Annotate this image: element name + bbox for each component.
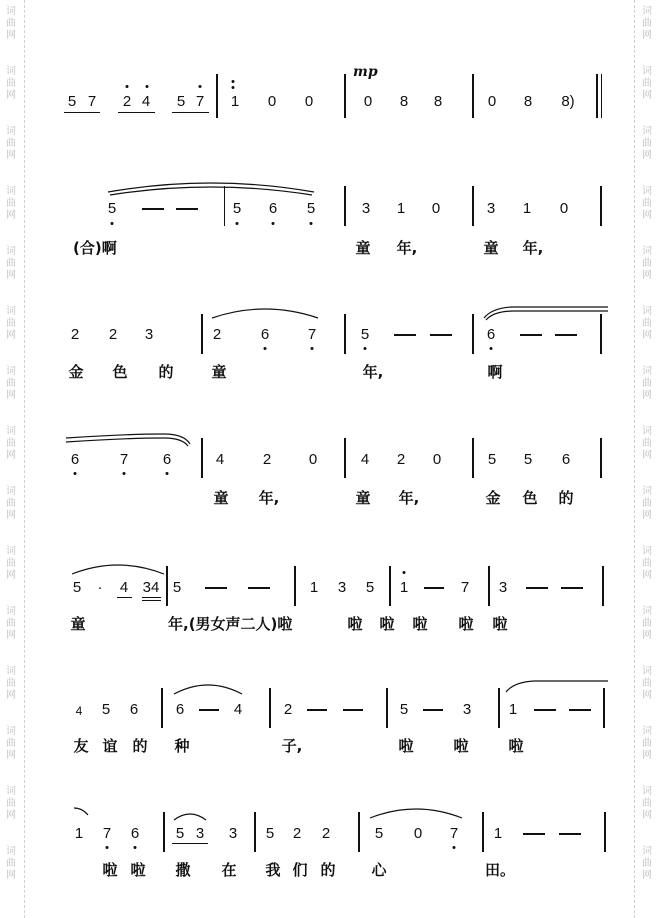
- note: 4: [141, 93, 151, 110]
- dash: [526, 587, 548, 589]
- note: 7: [102, 825, 112, 842]
- octave-dot-low: [453, 846, 456, 849]
- note: 5: [176, 93, 186, 110]
- note: 2: [122, 93, 132, 110]
- note: 5: [265, 825, 275, 842]
- barline: [472, 438, 474, 478]
- watermark-text: 词曲网: [6, 486, 16, 521]
- dash: [248, 587, 270, 589]
- watermark-text: 词曲网: [6, 6, 16, 41]
- lyric: 年,: [398, 489, 420, 507]
- lyric: (合)啊: [73, 239, 117, 257]
- note: 7: [195, 93, 205, 110]
- slur: [172, 680, 244, 696]
- note: 6: [561, 451, 571, 468]
- lyric: 金: [485, 489, 501, 507]
- watermark-text: 词曲网: [642, 846, 652, 881]
- octave-dot-low: [236, 222, 239, 225]
- note: 7: [460, 579, 470, 596]
- note: 1: [230, 93, 240, 110]
- watermark-text: 词曲网: [642, 666, 652, 701]
- barline: [600, 438, 602, 478]
- octave-dot-low: [74, 472, 77, 475]
- lyric: 们: [292, 861, 308, 879]
- note: 2: [292, 825, 302, 842]
- lyric: 啦: [379, 615, 395, 633]
- note: 5: [360, 326, 370, 343]
- watermark-text: 词曲网: [642, 546, 652, 581]
- octave-dot: [126, 85, 129, 88]
- note: 7: [119, 451, 129, 468]
- octave-dot-low: [106, 846, 109, 849]
- watermark-text: 词曲网: [642, 366, 652, 401]
- barline: [482, 812, 484, 852]
- watermark-text: 词曲网: [6, 846, 16, 881]
- note: 6: [486, 326, 496, 343]
- octave-dot-low: [111, 222, 114, 225]
- dash: [176, 208, 198, 210]
- note: 6: [70, 451, 80, 468]
- note: 3: [462, 701, 472, 718]
- note: 3: [228, 825, 238, 842]
- barline: [600, 314, 602, 354]
- lyric: 心: [371, 861, 387, 879]
- lyric: 撒: [175, 861, 191, 879]
- page-edge-right: [634, 0, 635, 918]
- barline: [163, 812, 165, 852]
- watermark-text: 词曲网: [642, 186, 652, 221]
- note: 0: [431, 200, 441, 217]
- dash: [523, 833, 545, 835]
- barline: [596, 74, 598, 118]
- lyric: 啦: [130, 861, 146, 879]
- barline: [386, 688, 388, 728]
- note: 1: [74, 825, 84, 842]
- lyric: 啊: [487, 363, 503, 381]
- slur: [64, 432, 192, 448]
- dynamic-marking: mp: [353, 64, 378, 80]
- lyric: 种: [174, 737, 190, 755]
- lyric: 色: [112, 363, 128, 381]
- watermark-text: 词曲网: [642, 726, 652, 761]
- lyric: 啦: [412, 615, 428, 633]
- watermark-text: 词曲网: [6, 126, 16, 161]
- dash: [561, 587, 583, 589]
- lyric: 啦: [347, 615, 363, 633]
- watermark-text: 词曲网: [6, 246, 16, 281]
- note: 1: [309, 579, 319, 596]
- octave-dot-low: [310, 222, 313, 225]
- lyric: 的: [132, 737, 148, 755]
- watermark-text: 词曲网: [6, 366, 16, 401]
- watermark-text: 词曲网: [6, 426, 16, 461]
- barline: [216, 74, 218, 118]
- dash: [307, 709, 327, 711]
- barline: [604, 812, 606, 852]
- note: 1: [493, 825, 503, 842]
- note: 0: [363, 93, 373, 110]
- slur: [368, 804, 464, 820]
- lyric: 年,: [362, 363, 384, 381]
- note: 2: [70, 326, 80, 343]
- lyric: 的: [158, 363, 174, 381]
- lyric: 童: [483, 239, 499, 257]
- octave-dot-low: [264, 347, 267, 350]
- barline: [498, 688, 500, 728]
- lyric: 啦: [458, 615, 474, 633]
- note: 6: [260, 326, 270, 343]
- barline: [472, 314, 474, 354]
- note: 8: [433, 93, 443, 110]
- lyric: 童: [355, 489, 371, 507]
- watermark-text: 词曲网: [642, 246, 652, 281]
- barline: [344, 438, 346, 478]
- barline: [161, 688, 163, 728]
- octave-dot-low: [490, 347, 493, 350]
- note: 5: [399, 701, 409, 718]
- note: 3: [144, 326, 154, 343]
- slur: [210, 304, 320, 320]
- note: 8: [399, 93, 409, 110]
- lyric: 啦: [453, 737, 469, 755]
- lyric: 啦: [398, 737, 414, 755]
- slur: [504, 678, 610, 694]
- lyric: 年,: [522, 239, 544, 257]
- barline: [601, 74, 602, 118]
- note: 4: [75, 704, 83, 718]
- dash: [534, 709, 556, 711]
- dash: [343, 709, 363, 711]
- lyric: 年,: [396, 239, 418, 257]
- dash: [555, 334, 577, 336]
- note: 3: [498, 579, 508, 596]
- watermark-text: 词曲网: [6, 546, 16, 581]
- octave-dot-low: [364, 347, 367, 350]
- slur: [106, 178, 316, 196]
- watermark-text: 词曲网: [6, 186, 16, 221]
- beam-underline: [118, 112, 155, 113]
- note: 1: [399, 579, 409, 596]
- note: 0: [413, 825, 423, 842]
- watermark-text: 词曲网: [6, 666, 16, 701]
- dash: [430, 334, 452, 336]
- watermark-text: 词曲网: [642, 426, 652, 461]
- lyric: 童: [355, 239, 371, 257]
- barline: [344, 186, 346, 226]
- barline: [602, 566, 604, 606]
- lyric: 的: [320, 861, 336, 879]
- note: 2: [108, 326, 118, 343]
- note: 7: [307, 326, 317, 343]
- dash: [205, 587, 227, 589]
- note: 0: [267, 93, 277, 110]
- watermark-text: 词曲网: [642, 306, 652, 341]
- barline: [389, 566, 391, 606]
- repeat-dot: [232, 80, 235, 83]
- barline: [294, 566, 296, 606]
- dash: [394, 334, 416, 336]
- note: 5: [101, 701, 111, 718]
- note: 2: [396, 451, 406, 468]
- note: 34: [142, 579, 160, 596]
- note: 6: [175, 701, 185, 718]
- octave-dot-low: [272, 222, 275, 225]
- slur: [172, 810, 208, 822]
- lyric: 年,: [258, 489, 280, 507]
- note: 2: [262, 451, 272, 468]
- barline: [600, 186, 602, 226]
- octave-dot: [232, 86, 235, 89]
- note: 3: [486, 200, 496, 217]
- watermark-text: 词曲网: [6, 66, 16, 101]
- barline: [201, 314, 203, 354]
- page-edge-left: [24, 0, 25, 918]
- note: 5: [365, 579, 375, 596]
- note: 2: [321, 825, 331, 842]
- octave-dot: [146, 85, 149, 88]
- note: 5: [232, 200, 242, 217]
- lyric: 色: [522, 489, 538, 507]
- note: 6: [130, 825, 140, 842]
- watermark-text: 词曲网: [642, 486, 652, 521]
- octave-dot-low: [134, 846, 137, 849]
- lyric: 童: [213, 489, 229, 507]
- note: 0: [308, 451, 318, 468]
- barline: [344, 314, 346, 354]
- note: 4: [215, 451, 225, 468]
- note: 6: [162, 451, 172, 468]
- note: 2: [283, 701, 293, 718]
- note: 2: [212, 326, 222, 343]
- note: 0: [487, 93, 497, 110]
- dash: [559, 833, 581, 835]
- slur: [70, 560, 166, 576]
- note: 1: [522, 200, 532, 217]
- barline: [472, 186, 474, 226]
- note: 7: [87, 93, 97, 110]
- lyric: 的: [558, 489, 574, 507]
- octave-dot-low: [123, 472, 126, 475]
- dash: [199, 709, 219, 711]
- watermark-text: 词曲网: [642, 126, 652, 161]
- note: 8: [523, 93, 533, 110]
- octave-dot-low: [311, 347, 314, 350]
- barline: [472, 74, 474, 118]
- beam-underline: [142, 600, 161, 601]
- note: 4: [233, 701, 243, 718]
- note: 5: [306, 200, 316, 217]
- watermark-text: 词曲网: [642, 6, 652, 41]
- dash: [424, 587, 444, 589]
- barline: [488, 566, 490, 606]
- tie-mark: [72, 806, 92, 818]
- note: 5: [107, 200, 117, 217]
- beam-underline: [64, 112, 100, 113]
- lyric: 年,(男女声二人)啦: [168, 615, 293, 633]
- watermark-text: 词曲网: [6, 726, 16, 761]
- beam-underline: [172, 112, 209, 113]
- note: 0: [304, 93, 314, 110]
- note: 3: [195, 825, 205, 842]
- note: 7: [449, 825, 459, 842]
- note: 3: [337, 579, 347, 596]
- lyric: 我: [265, 861, 281, 879]
- lyric: 子,: [281, 737, 303, 755]
- lyric: 啦: [492, 615, 508, 633]
- note: 5: [172, 579, 182, 596]
- note: 5: [374, 825, 384, 842]
- lyric: 在: [221, 861, 237, 879]
- watermark-left: [0, 0, 22, 918]
- note: 0: [432, 451, 442, 468]
- dash: [520, 334, 542, 336]
- lyric: 金: [68, 363, 84, 381]
- barline: [269, 688, 271, 728]
- watermark-text: 词曲网: [642, 786, 652, 821]
- beam-underline: [117, 597, 132, 598]
- lyric: 童: [211, 363, 227, 381]
- watermark-text: 词曲网: [6, 306, 16, 341]
- lyric: 啦: [102, 861, 118, 879]
- dash: [423, 709, 443, 711]
- note: 4: [119, 579, 129, 596]
- note: 1: [508, 701, 518, 718]
- note: 5: [67, 93, 77, 110]
- lyric: 童: [70, 615, 86, 633]
- lyric: 啦: [508, 737, 524, 755]
- note: 5: [175, 825, 185, 842]
- note: 5: [523, 451, 533, 468]
- note: 1: [396, 200, 406, 217]
- lyric: 田。: [484, 861, 516, 879]
- lyric: 友: [73, 737, 89, 755]
- beam-underline: [142, 597, 161, 598]
- beam-underline: [172, 843, 208, 844]
- barline: [254, 812, 256, 852]
- note: 5: [487, 451, 497, 468]
- watermark-text: 词曲网: [6, 606, 16, 641]
- note: 3: [361, 200, 371, 217]
- octave-dot: [199, 85, 202, 88]
- lyric: 谊: [102, 737, 118, 755]
- note: 5: [72, 579, 82, 596]
- dash: [569, 709, 591, 711]
- watermark-right: [636, 0, 658, 918]
- watermark-text: 词曲网: [642, 66, 652, 101]
- note: 0: [559, 200, 569, 217]
- note: 8): [561, 93, 575, 110]
- note: 6: [129, 701, 139, 718]
- note: 4: [360, 451, 370, 468]
- note: 6: [268, 200, 278, 217]
- dash: [142, 208, 164, 210]
- barline: [201, 438, 203, 478]
- barline: [344, 74, 346, 118]
- octave-dot-low: [166, 472, 169, 475]
- barline: [603, 688, 605, 728]
- octave-dot-high: [403, 571, 406, 574]
- barline: [224, 186, 225, 226]
- note: ·: [97, 579, 103, 596]
- slur: [482, 304, 610, 320]
- watermark-text: 词曲网: [642, 606, 652, 641]
- watermark-text: 词曲网: [6, 786, 16, 821]
- barline: [358, 812, 360, 852]
- barline: [166, 566, 168, 606]
